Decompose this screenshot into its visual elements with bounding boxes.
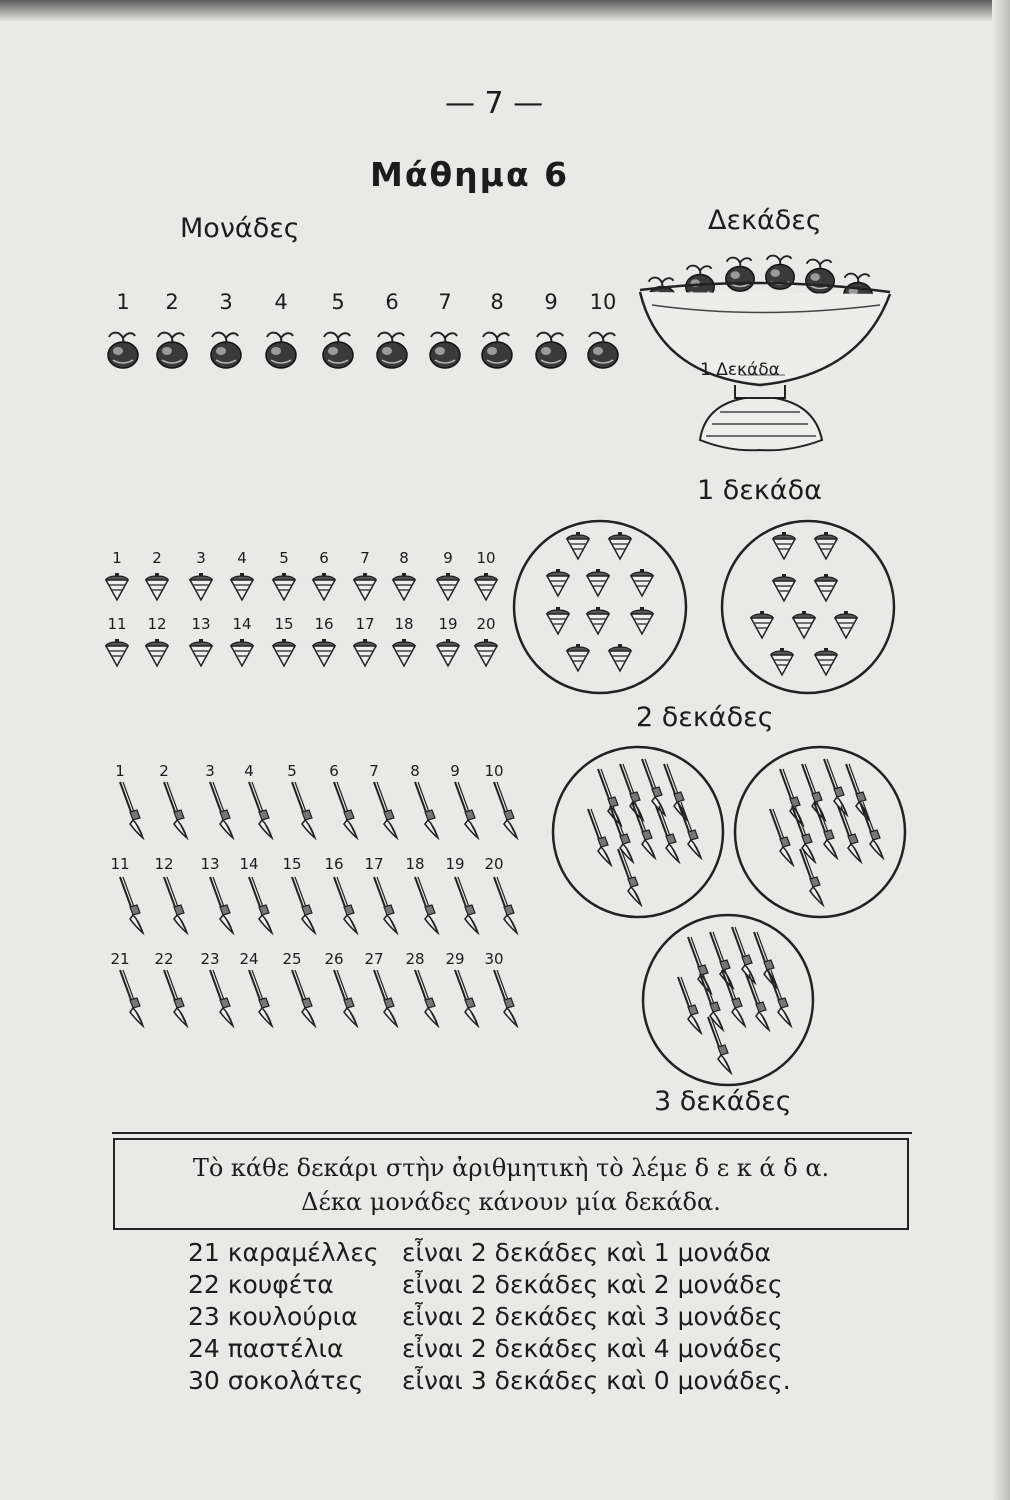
spinning-top-icon <box>475 573 497 600</box>
rule-line-1: Τὸ κάθε δεκάρι στὴν ἀριθμητικὴ τὸ λέμε δ ε κ ά δ α. <box>192 1154 830 1182</box>
apple-number: 7 <box>438 290 452 314</box>
spinning-top-icon <box>815 574 837 601</box>
pen-nib-icon <box>770 809 793 865</box>
top-number: 10 <box>476 549 496 567</box>
top-number: 6 <box>319 549 329 567</box>
pen-nib-icon <box>732 927 755 983</box>
pen-number: 8 <box>410 762 420 780</box>
pen-nib-icon <box>768 970 791 1026</box>
apple-icon <box>157 333 187 368</box>
pen-nib-icon <box>120 782 143 838</box>
apple-number: 1 <box>116 290 130 314</box>
summary-rest: εἶναι 3 δεκάδες καὶ 0 μονάδες. <box>402 1366 791 1395</box>
spinning-top-icon <box>354 573 376 600</box>
rule-line-2: Δέκα μονάδες κάνουν μία δεκάδα. <box>301 1188 721 1216</box>
pen-nib-icon <box>292 782 315 838</box>
ten-group-circle <box>735 747 905 917</box>
pen-nib-icon <box>632 802 655 858</box>
spinning-top-icon <box>313 639 335 666</box>
summary-item: 23 κουλούρια <box>188 1302 358 1331</box>
pen-number: 17 <box>364 855 384 873</box>
page-number: — 7 — <box>445 86 544 121</box>
spinning-top-icon <box>547 607 569 634</box>
apple-icon <box>266 333 296 368</box>
pen-number: 13 <box>200 855 220 873</box>
pen-nib-icon <box>374 970 397 1026</box>
pen-nib-icon <box>120 877 143 933</box>
label-two-tens: 2 δεκάδες <box>636 702 774 733</box>
spinning-top-icon <box>773 574 795 601</box>
pen-number: 30 <box>484 950 504 968</box>
apple-icon <box>377 333 407 368</box>
apple-number: 10 <box>589 290 617 314</box>
apple-icon <box>108 333 138 368</box>
top-number: 17 <box>355 615 375 633</box>
bowl-label: 1 Δεκάδα <box>700 360 780 380</box>
spinning-top-icon <box>437 573 459 600</box>
pen-number: 2 <box>159 762 169 780</box>
apple-number: 6 <box>385 290 399 314</box>
pen-nib-icon <box>374 782 397 838</box>
spinning-top-icon <box>231 573 253 600</box>
pen-nib-icon <box>374 877 397 933</box>
pen-number: 27 <box>364 950 384 968</box>
pen-number: 6 <box>329 762 339 780</box>
summary-item: 24 παστέλια <box>188 1334 344 1363</box>
pen-nib-icon <box>210 877 233 933</box>
pen-nib-icon <box>780 769 803 825</box>
apple-icon <box>430 333 460 368</box>
pen-number: 12 <box>154 855 174 873</box>
summary-rest: εἶναι 2 δεκάδες καὶ 4 μονάδες <box>402 1334 783 1363</box>
summary-item: 30 σοκολάτες <box>188 1366 364 1395</box>
pen-nib-icon <box>210 970 233 1026</box>
top-number: 18 <box>394 615 414 633</box>
pen-number: 19 <box>445 855 465 873</box>
pen-nib-icon <box>802 764 825 820</box>
top-number: 13 <box>191 615 211 633</box>
top-number: 7 <box>360 549 370 567</box>
spinning-top-icon <box>475 639 497 666</box>
spinning-top-icon <box>631 569 653 596</box>
pen-nib-icon <box>598 769 621 825</box>
ten-group-circle <box>722 521 894 693</box>
pen-nib-icon <box>249 782 272 838</box>
pen-nib-icon <box>710 932 733 988</box>
pen-nib-icon <box>814 802 837 858</box>
pen-nib-icon <box>210 782 233 838</box>
pen-nib-icon <box>334 877 357 933</box>
pen-nib-icon <box>610 806 633 862</box>
pen-nib-icon <box>415 877 438 933</box>
summary-rest: εἶναι 2 δεκάδες καὶ 3 μονάδες <box>402 1302 783 1331</box>
spinning-top-icon <box>609 532 631 559</box>
pen-number: 25 <box>282 950 302 968</box>
apple-row <box>108 333 618 368</box>
spinning-top-icon <box>815 648 837 675</box>
pen-number: 20 <box>484 855 504 873</box>
pen-nib-icon <box>824 759 847 815</box>
pen-nibs-rows <box>120 782 517 1026</box>
pen-nib-icon <box>415 970 438 1026</box>
pen-number: 26 <box>324 950 344 968</box>
pen-nib-icon <box>656 806 679 862</box>
pen-number: 18 <box>405 855 425 873</box>
apple-icon <box>726 258 755 292</box>
pen-nib-icon <box>455 782 478 838</box>
pen-nib-icon <box>494 970 517 1026</box>
top-number: 4 <box>237 549 247 567</box>
apple-icon <box>323 333 353 368</box>
apple-number: 5 <box>331 290 345 314</box>
pen-nib-icon <box>838 806 861 862</box>
spinning-top-icon <box>793 611 815 638</box>
pen-nib-icon <box>700 974 723 1030</box>
pen-nib-icon <box>642 759 665 815</box>
ten-group-circle <box>643 915 813 1085</box>
spinning-top-icon <box>313 573 335 600</box>
spinning-top-icon <box>835 611 857 638</box>
spinning-top-icon <box>547 569 569 596</box>
pen-nib-icon <box>754 932 777 988</box>
pen-nib-icon <box>792 806 815 862</box>
pen-nib-icon <box>455 970 478 1026</box>
spinning-top-icon <box>354 639 376 666</box>
apple-icon <box>482 333 512 368</box>
pen-number: 23 <box>200 950 220 968</box>
apple-number: 4 <box>274 290 288 314</box>
spinning-top-icon <box>773 532 795 559</box>
apple-number: 8 <box>490 290 504 314</box>
pen-number: 15 <box>282 855 302 873</box>
apple-icon <box>211 333 241 368</box>
spinning-top-icon <box>631 607 653 634</box>
spinning-top-icon <box>771 648 793 675</box>
top-number: 16 <box>314 615 334 633</box>
pen-number: 5 <box>287 762 297 780</box>
pen-number: 10 <box>484 762 504 780</box>
spinning-tops-tens <box>514 521 894 693</box>
pen-nib-icon <box>120 970 143 1026</box>
summary-item: 22 κουφέτα <box>188 1270 334 1299</box>
bowl-illustration <box>640 256 890 451</box>
pen-number: 9 <box>450 762 460 780</box>
pen-nib-icon <box>292 877 315 933</box>
pen-number: 16 <box>324 855 344 873</box>
pen-number: 11 <box>110 855 130 873</box>
rule-box <box>113 1138 909 1230</box>
top-number: 5 <box>279 549 289 567</box>
pen-number: 4 <box>244 762 254 780</box>
pen-nib-icon <box>164 970 187 1026</box>
apple-icon <box>806 260 835 294</box>
spinning-top-icon <box>393 573 415 600</box>
spinning-top-icon <box>146 573 168 600</box>
top-number: 2 <box>152 549 162 567</box>
top-number: 9 <box>443 549 453 567</box>
spinning-top-icon <box>231 639 253 666</box>
spinning-top-icon <box>393 639 415 666</box>
spinning-top-icon <box>273 639 295 666</box>
spinning-top-icon <box>609 644 631 671</box>
pen-nibs-tens <box>553 747 905 1085</box>
spinning-top-icon <box>106 573 128 600</box>
top-number: 8 <box>399 549 409 567</box>
spinning-top-icon <box>567 532 589 559</box>
apple-number: 9 <box>544 290 558 314</box>
pen-nib-icon <box>334 782 357 838</box>
summary-rest: εἶναι 2 δεκάδες καὶ 2 μονάδες <box>402 1270 783 1299</box>
spinning-top-icon <box>751 611 773 638</box>
pen-nib-icon <box>688 937 711 993</box>
pen-nib-icon <box>164 782 187 838</box>
apple-icon <box>588 333 618 368</box>
ten-group-circle <box>553 747 723 917</box>
top-number: 15 <box>274 615 294 633</box>
tens-header: Δεκάδες <box>708 205 822 236</box>
pen-number: 28 <box>405 950 425 968</box>
spinning-top-icon <box>146 639 168 666</box>
spinning-top-icon <box>190 639 212 666</box>
pen-nib-icon <box>846 764 869 820</box>
spinning-top-icon <box>815 532 837 559</box>
pen-nib-icon <box>678 802 701 858</box>
lesson-title: Μάθημα 6 <box>370 155 570 194</box>
top-number: 19 <box>438 615 458 633</box>
pen-nib-icon <box>620 764 643 820</box>
top-number: 12 <box>147 615 167 633</box>
units-header: Μονάδες <box>180 213 300 244</box>
pen-number: 21 <box>110 950 130 968</box>
spinning-top-icon <box>437 639 459 666</box>
apple-number: 3 <box>219 290 233 314</box>
top-number: 20 <box>476 615 496 633</box>
pen-nib-icon <box>334 970 357 1026</box>
top-number: 3 <box>196 549 206 567</box>
pen-nib-icon <box>722 970 745 1026</box>
pen-nib-icon <box>455 877 478 933</box>
pen-nib-icon <box>678 977 701 1033</box>
pen-number: 3 <box>205 762 215 780</box>
pen-number: 14 <box>239 855 259 873</box>
pen-nib-icon <box>494 782 517 838</box>
spinning-top-icon <box>567 644 589 671</box>
pen-number: 24 <box>239 950 259 968</box>
spinning-top-icon <box>587 607 609 634</box>
pen-nib-icon <box>292 970 315 1026</box>
apple-number: 2 <box>165 290 179 314</box>
top-number: 14 <box>232 615 252 633</box>
pen-nib-icon <box>494 877 517 933</box>
spinning-top-icon <box>273 573 295 600</box>
label-one-ten: 1 δεκάδα <box>697 475 822 506</box>
pen-nib-icon <box>415 782 438 838</box>
label-three-tens: 3 δεκάδες <box>654 1086 792 1117</box>
top-number: 11 <box>107 615 127 633</box>
spinning-top-icon <box>190 573 212 600</box>
spinning-tops-rows <box>106 573 497 666</box>
pen-nib-icon <box>249 970 272 1026</box>
spinning-top-icon <box>587 569 609 596</box>
pen-nib-icon <box>164 877 187 933</box>
apple-icon <box>536 333 566 368</box>
pen-number: 1 <box>115 762 125 780</box>
pen-number: 7 <box>369 762 379 780</box>
summary-item: 21 καραμέλλες <box>188 1238 379 1267</box>
pen-number: 22 <box>154 950 174 968</box>
pen-number: 29 <box>445 950 465 968</box>
pen-nib-icon <box>249 877 272 933</box>
spinning-top-icon <box>106 639 128 666</box>
top-number: 1 <box>112 549 122 567</box>
pen-nib-icon <box>746 974 769 1030</box>
pen-nib-icon <box>664 764 687 820</box>
summary-rest: εἶναι 2 δεκάδες καὶ 1 μονάδα <box>402 1238 772 1267</box>
pen-nib-icon <box>860 802 883 858</box>
pen-nib-icon <box>588 809 611 865</box>
